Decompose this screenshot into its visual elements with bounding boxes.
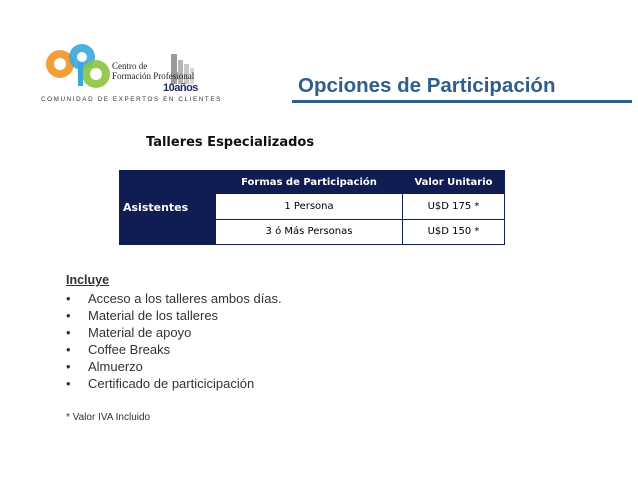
list-item-label: Material de los talleres bbox=[88, 308, 219, 323]
list-item bbox=[66, 341, 282, 358]
list-item-label: Almuerzo bbox=[88, 359, 143, 374]
bullet-icon: • bbox=[66, 308, 71, 323]
logo-years: 10años bbox=[163, 82, 198, 94]
cell-forma: 3 ó Más Personas bbox=[216, 219, 403, 244]
cell-forma: 1 Persona bbox=[216, 194, 403, 219]
bullet-icon: • bbox=[66, 376, 71, 391]
bullet-icon: • bbox=[66, 342, 71, 357]
cell-valor: U$D 150 * bbox=[403, 219, 505, 244]
list-item bbox=[66, 324, 282, 341]
column-header-forma: Formas de Participación bbox=[216, 170, 403, 194]
logo-name-line1: Centro de bbox=[112, 61, 148, 71]
footnote: * Valor IVA Incluido bbox=[66, 412, 151, 423]
bullet-icon: • bbox=[66, 359, 71, 374]
list-item bbox=[66, 290, 282, 307]
bullet-icon: • bbox=[66, 291, 71, 306]
table-header-row bbox=[119, 170, 505, 194]
logo-tagline: COMUNIDAD DE EXPERTOS EN CLIENTES bbox=[41, 96, 222, 103]
section-subtitle: Talleres Especializados bbox=[146, 135, 315, 150]
bullet-icon: • bbox=[66, 325, 71, 340]
pricing-table bbox=[119, 170, 505, 245]
list-item-label: Coffee Breaks bbox=[88, 342, 171, 357]
column-header-valor: Valor Unitario bbox=[403, 170, 505, 194]
row-header-asistentes: Asistentes bbox=[119, 170, 216, 245]
list-item bbox=[66, 375, 282, 392]
cell-valor: U$D 175 * bbox=[403, 194, 505, 219]
includes-title: Incluye bbox=[66, 273, 110, 287]
includes-list bbox=[66, 290, 282, 392]
list-item bbox=[66, 307, 282, 324]
list-item-label: Certificado de particicipación bbox=[88, 376, 255, 391]
logo-name bbox=[112, 61, 194, 81]
list-item bbox=[66, 358, 282, 375]
list-item-label: Acceso a los talleres ambos días. bbox=[88, 291, 282, 306]
title-underline bbox=[292, 100, 632, 103]
page-title: Opciones de Participación bbox=[298, 74, 556, 97]
list-item-label: Material de apoyo bbox=[88, 325, 192, 340]
logo-name-line2: Formación Profesional bbox=[112, 71, 195, 81]
